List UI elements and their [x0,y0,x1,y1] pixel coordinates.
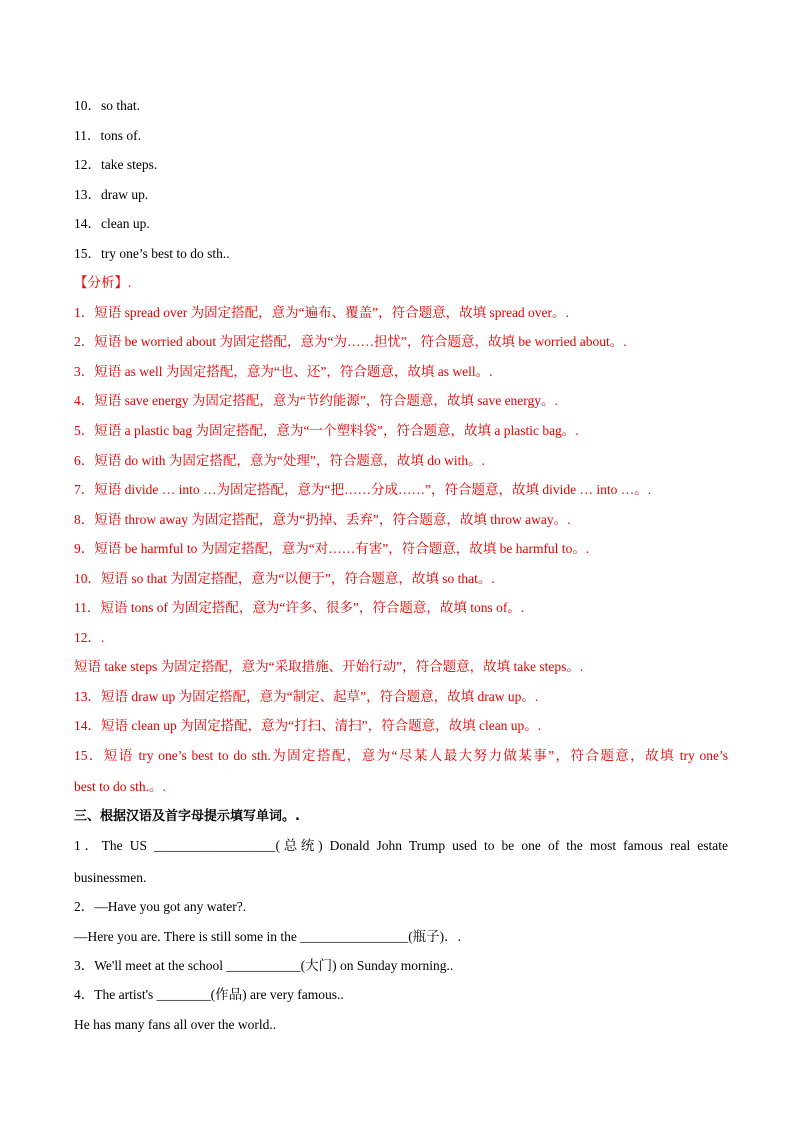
analysis-line: 15．短语 try one’s best to do sth.为固定搭配，意为“尽某人最大努力做某事”，符合题意，故填 try one’s [74,748,728,763]
question-line: He has many fans all over the world.. [74,1017,277,1032]
question-line: 3．We'll meet at the school ___________(大门) on Sunday morning.. [74,958,454,973]
analysis-line: 3．短语 as well 为固定搭配，意为“也、还”，符合题意，故填 as well。. [74,364,493,379]
answer-line: 15．try one’s best to do sth.. [74,246,230,261]
analysis-line: 10．短语 so that 为固定搭配，意为“以便于”，符合题意，故填 so that。. [74,571,495,586]
question-line: 4．The artist's ________(作品) are very famous.. [74,987,344,1002]
analysis-line: 11．短语 tons of 为固定搭配，意为“许多、很多”，符合题意，故填 tons of。. [74,600,525,615]
answer-line: 10．so that. [74,98,140,113]
analysis-line: 9．短语 be harmful to 为固定搭配，意为“对……有害”，符合题意，故填 be harmful to。. [74,541,590,556]
analysis-line: 14．短语 clean up 为固定搭配，意为“打扫、清扫”，符合题意，故填 clean up。. [74,718,542,733]
analysis-line: 7．短语 divide … into …为固定搭配，意为“把……分成……”，符合题意，故填 divide … into …。. [74,482,652,497]
section-title: 三、根据汉语及首字母提示填写单词。. [74,809,300,824]
analysis-line: 5．短语 a plastic bag 为固定搭配，意为“一个塑料袋”，符合题意，故填 a plastic bag。. [74,423,579,438]
analysis-line: 12．. [74,630,105,645]
analysis-line: best to do sth.。. [74,779,166,794]
answer-line: 14．clean up. [74,216,150,231]
analysis-line: 6．短语 do with 为固定搭配，意为“处理”，符合题意，故填 do with。. [74,453,485,468]
question-line: 1．The US __________________(总统) Donald John Trump used to be one of the most famous real estate [74,838,728,853]
analysis-line: 13．短语 draw up 为固定搭配，意为“制定、起草”，符合题意，故填 draw up。. [74,689,539,704]
analysis-line: 8．短语 throw away 为固定搭配，意为“扔掉、丢弃”，符合题意，故填 throw away。. [74,512,571,527]
question-line: —Here you are. There is still some in the ________________(瓶子)．. [74,929,462,944]
analysis-line: 2．短语 be worried about 为固定搭配，意为“为……担忧”，符合题意，故填 be worried about。. [74,334,627,349]
answer-line: 13．draw up. [74,187,149,202]
question-line: 2．—Have you got any water?. [74,899,247,914]
answer-line: 12．take steps. [74,157,158,172]
analysis-line: 1．短语 spread over 为固定搭配，意为“遍布、覆盖”，符合题意，故填 spread over。. [74,305,569,320]
question-line: businessmen. [74,870,147,885]
analysis-line: 4．短语 save energy 为固定搭配，意为“节约能源”，符合题意，故填 save energy。. [74,393,558,408]
analysis-line: 短语 take steps 为固定搭配，意为“采取措施、开始行动”，符合题意，故填 take steps。. [74,659,584,674]
analysis-heading: 【分析】. [74,275,132,290]
answer-line: 11．tons of. [74,128,141,143]
